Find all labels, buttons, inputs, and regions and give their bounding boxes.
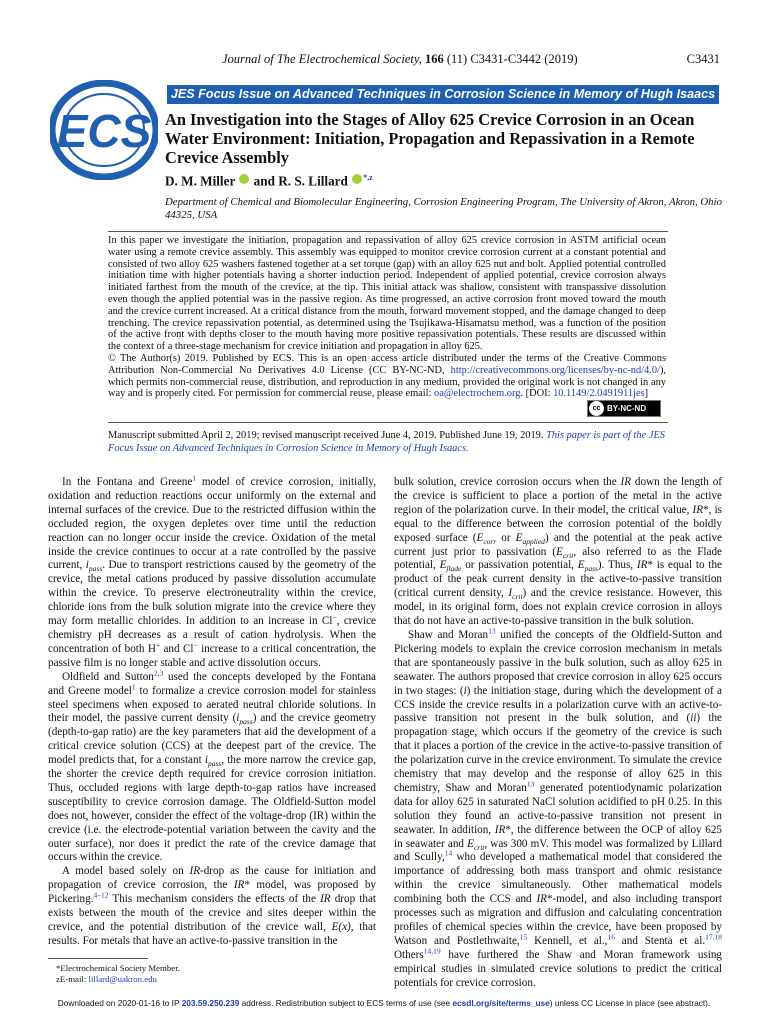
footnote-email: zE-mail: lillard@uakron.edu [56,974,157,984]
cc-icon: cc [589,401,604,416]
footnote-rule [48,958,148,959]
abstract-top-rule [108,231,668,232]
author-miller: D. M. Miller [165,173,236,189]
volume: 166 [424,52,444,66]
download-notice: Downloaded on 2020-01-16 to IP 203.59.250.239 address. Redistribution subject to ECS terms of use (see ecsdl.org/site/terms_use) unless CC License in place (see abstract). [57,998,711,1008]
focus-issue-link[interactable]: This paper is part of the JES Focus Issue on Advanced Techniques in Corrosion Science in Memory of Hugh Isaacs. [108,430,665,454]
abstract: In this paper we investigate the initiation, propagation and repassivation of alloy 625 crevice corrosion in ASTM artificial ocean water using a remote crevice assembly. This assembly was equipped to monitor crevice corrosion current at a constant potential and consisted of two alloy 625 washers fastened together at a set torque (gap) with an alloy 625 nut and bolt. Applied potential controlled initiation time with higher potentials having a shorter induction period. Independent of applied potential, crevice corrosion always initiated farthest from the mouth of the crevice, at the tip. This initial attack was shallow, consistent with transpassive dissolution even though the applied potential was in the passive region. As time progressed, an active corrosion front moved toward the mouth and the crevice current increased. At a critical distance from the mouth, forward movement stopped, and the damage changed to deep trenching. The crevice repassivation potential, as determined using the Tsujikawa-Hisamatsu method, was a function of the position of the active front with depths closer to the mouth having more positive repassivation potentials. These results are discussed within the context of a three-stage mechanism for crevice initiation and propagation in alloy 625. © The Author(s) 2019. Published by ECS. This is an open access article distributed under the terms of the Creative Commons Attribution Non-Commercial No Derivatives 4.0 License (CC BY-NC-ND, http://creativecommons.org/licenses/by-nc-nd/4.0/), which permits non-commercial reuse, distribution, and reproduction in any medium, provided the original work is not changed in any way and is properly cited. For permission for commercial reuse, please email: oa@electrochem.org. [DOI: 10.1149/2.0491911jes] [108,235,666,400]
author-email-link[interactable]: lillard@uakron.edu [88,974,157,984]
abstract-bottom-rule [108,422,668,423]
body-column-right: bulk solution, crevice corrosion occurs when the IR down the length of the crevice is sufficient to place a portion of the metal in the active region of the polarization curve. In their model, the critical value, IR*, is equal to the difference between the corrosion potential of the boldly exposed surface ($E_{corr}$ or $E_{applied}$) and the potential at the peak active current just prior to passivation ($E_{crit}$, also referred to as the Flade potential, $E_{flade}$ or passivation potential, $E_{pass}$). Thus, IR* is equal to the product of the peak current density in the active-to-passive transition (critical current density, $I_{crit}$) and the crevice resistance. However, this model, in its original form, does not explain crevice corrosion in alloys that do not have an active-to-passive transition in the bulk solution. Shaw and Moran$^{13}$ unified the concepts of the Oldfield-Sutton and Pickering models to explain the crevice corrosion mechanism in metals that are spontaneously passive in the bulk solution, such as alloy 625 in seawater. The authors proposed that crevice corrosion in alloy 625 occurs in two stages: (i) the initiation stage, during which the development of a CCS inside the crevice results in a polarization curve with an active-to-passive transition not present in the bulk solution, and (ii) the propagation stage, which occurs if the geometry of the crevice is such that it places a portion of the crevice in the active-to-passive transition of the polarization curve in the crevice environment. To simulate the crevice chemistry that may develop and the response of alloy 625 in this chemistry, Shaw and Moran$^{13}$ generated potentiodynamic polarization data for alloy 625 in saturated NaCl solution acidified to pH 0.25. In this solution they found an active-to-passive transition not present in seawater. In addition, IR*, the difference between the OCP of alloy 625 in seawater and $E_{crit}$, was 300 mV. This model was formalized by Lillard and Scully,$^{14}$ who developed a mathematical model that considered the importance of addressing both mass transport and ohmic resistance within the crevice simultaneously. Other mathematical models combining both the CCS and IR*-model, and also including transport processes such as migration and diffusion and calculating concentration profiles of chemical species within the crevice, have been proposed by Watson and Postlethwaite,$^{15}$ Kennell, et al.,$^{16}$ and Stenta et al.$^{17,18}$ Others$^{14,19}$ have furthered the Shaw and Moran framework using empirical studies in simulated crevice solutions to predict the critical potentials for crevice corrosion. [394,476,723,989]
page-number: C3431 [686,52,720,66]
orcid-icon[interactable] [352,174,362,184]
focus-issue-banner: JES Focus Issue on Advanced Techniques in Corrosion Science in Memory of Hugh Isaacs [167,85,719,104]
doi-link[interactable]: 10.1149/2.0491911jes [553,388,645,400]
body-column-left: In the Fontana and Greene$^1$ model of crevice corrosion, initially, oxidation and reduction reactions occur uniformly on the external and internal surfaces of the crevice. Due to the restricted diffusion within the occluded region, the oxygen depletes over time until the reduction reaction can no longer occur inside the crevice. Oxidation of the metal inside the crevice continues to occur at a rate controlled by the passive current, $i_{pass}$. Due to transport restrictions caused by the geometry of the crevice, the metal cations produced by passive dissolution accumulate within the crevice. To preserve electroneutrality within the crevice, chloride ions from the bulk solution migrate into the crevice where they may form metallic chlorides. In addition to an increase in Cl−, crevice chemistry pH decreases as a result of cation hydrolysis. When the concentration of both H+ and Cl− increase to a critical concentration, the passive film is no longer stable and active dissolution occurs. Oldfield and Sutton$^{2,3}$ used the concepts developed by the Fontana and Greene model$^1$ to formalize a crevice corrosion model for stainless steel specimens when exposed to aerated neutral chloride solutions. In their model, the passive current density $(i_{pass})$ and the crevice geometry (depth-to-gap ratio) are the key parameters that aid the development of a critical crevice solution (CCS) at the deepest part of the crevice. The model predicts that, for a constant $i_{pass}$, the more narrow the crevice gap, the shorter the crevice depth required for crevice corrosion initiation. Thus, occluded regions with large depth-to-gap ratios have increased susceptibility to crevice corrosion damage. The Oldfield-Sutton model does not, however, consider the effect of the voltage-drop (IR) within the crevice (i.e. the electrode-potential variation between the cavity and the outer surface), nor does it predict the rate of the crevice damage that occurs within the crevice. A model based solely on IR-drop as the cause for initiation and propagation of crevice corrosion, the IR* model, was proposed by Pickering.$^{4-12}$ This mechanism considers the effects of the IR drop that exists between the mouth of the crevice and sites deeper within the crevice, and the potential distribution of the crevice wall, E(x), that results. For metals that have an active-to-passive transition in the [48,473,376,947]
license-link[interactable]: http://creativecommons.org/licenses/by-nc-nd/4.0/ [450,364,660,376]
ecs-logo [50,80,158,180]
footnotes [56,963,180,985]
author-marks: *,z [363,173,373,182]
journal-citation: Journal of The Electrochemical Society, 166 (11) C3431-C3442 (2019) [222,52,578,66]
author-lillard: R. S. Lillard [278,173,348,189]
orcid-icon[interactable] [239,174,249,184]
cc-license-badge[interactable]: cc BY-NC-ND [587,400,661,417]
terms-link[interactable]: ecsdl.org/site/terms_use [452,998,550,1008]
email-link[interactable]: oa@electrochem.org [434,388,521,400]
ip-address: 203.59.250.239 [181,998,240,1008]
submission-info: Manuscript submitted April 2, 2019; revised manuscript received June 4, 2019. Published June 19, 2019. This paper is part of the JES Focus Issue on Advanced Techniques in Corrosion Science in Memory of Hugh Isaacs. [108,430,665,454]
paper-title: An Investigation into the Stages of Alloy 625 Crevice Corrosion in an Ocean Water Environment: Initiation, Propagation and Repassivation in a Remote Crevice Assembly [165,110,695,167]
abstract-body: In this paper we investigate the initiation, propagation and repassivation of alloy 625 crevice corrosion in ASTM artificial ocean water using a remote crevice assembly. This assembly was equipped to monitor crevice corrosion current at a constant potential and consisted of two alloy 625 washers fastened together at a set torque (gap) with an alloy 625 nut and bolt. Applied potential controlled initiation time with higher potentials having a shorter induction period. Independent of applied potential, crevice corrosion always initiated farthest from the mouth of the crevice, at the tip. This initial attack was shallow, consistent with transpassive dissolution even though the applied potential was in the passive region. As time progressed, an active corrosion front moved toward the mouth and the crevice current increased. At a critical distance from the mouth, forward movement stopped, and the damage changed to deep trenching. The crevice repassivation potential, as determined using the Tsujikawa-Hisamatsu method, was a function of the position of the active front with depths closer to the mouth having more positive repassivation potentials. These results are discussed within the context of a three-stage mechanism for crevice initiation and propagation in alloy 625. [108,235,666,353]
footnote-member: *Electrochemical Society Member. [56,963,180,973]
logo-text: ECS [56,105,152,157]
author-line: D. M. Miller and R. S. Lillard $^{*,z}$ [165,173,373,189]
affiliation: Department of Chemical and Biomolecular Engineering, Corrosion Engineering Program, The University of Akron, Akron, Ohio 44325, USA [165,196,722,221]
